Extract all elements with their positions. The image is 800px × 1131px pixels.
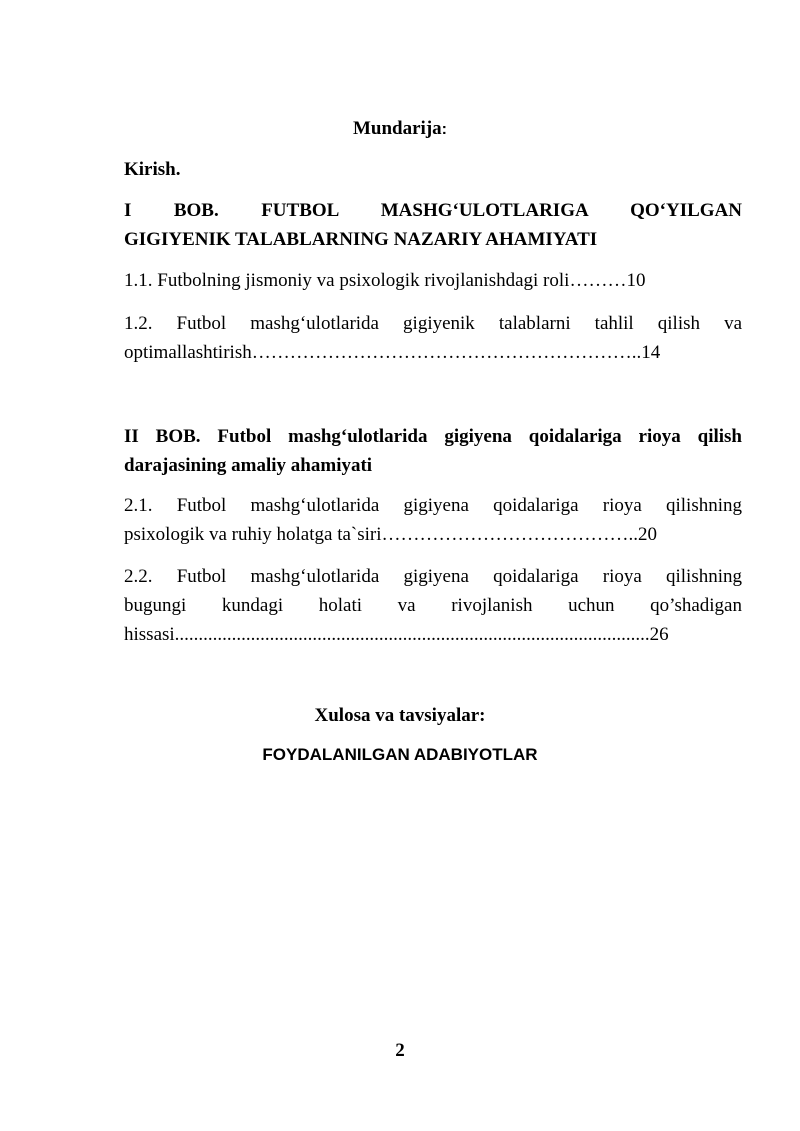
chapter1-heading-line1: I BOB. FUTBOL MASHG‘ULOTLARIGA QO‘YILGAN	[124, 200, 742, 221]
toc-entry-2-2-line1: 2.2. Futbol mashg‘ulotlarida gigiyena qoidalariga rioya qilishning	[124, 566, 742, 587]
toc-entry-2-1-line1: 2.1. Futbol mashg‘ulotlarida gigiyena qoidalariga rioya qilishning	[124, 495, 742, 516]
toc-entry-2-2-line2: bugungi kundagi holati va rivojlanish uchun qo’shadigan	[124, 595, 742, 616]
page-number: 2	[395, 1040, 405, 1061]
toc-entry-2-1-line2: psixologik va ruhiy holatga ta`siri…………………………………..20	[124, 524, 658, 545]
toc-title	[0, 117, 800, 142]
toc-title-colon: :	[441, 121, 447, 138]
toc-entry-1-2-line2: optimallashtirish……………………………………………………..14	[124, 342, 661, 363]
references-heading: FOYDALANILGAN ADABIYOTLAR	[262, 745, 538, 764]
chapter2-heading-line1: II BOB. Futbol mashg‘ulotlarida gigiyena qoidalariga rioya qilish	[124, 426, 742, 447]
toc-entry-1-1: 1.1. Futbolning jismoniy va psixologik rivojlanishdagi roli………10	[124, 270, 646, 291]
toc-title-text: Mundarija	[352, 118, 442, 139]
conclusion-heading: Xulosa va tavsiyalar:	[314, 705, 486, 726]
chapter1-heading-line2: GIGIYENIK TALABLARNING NAZARIY AHAMIYATI	[124, 229, 598, 250]
toc-entry-1-2-line1: 1.2. Futbol mashg‘ulotlarida gigiyenik talablarni tahlil qilish va	[124, 313, 742, 334]
toc-entry-2-2-line3: hissasi....................................................................................................26	[124, 624, 669, 645]
intro-heading: Kirish.	[124, 159, 181, 180]
chapter2-heading-line2: darajasining amaliy ahamiyati	[124, 455, 373, 476]
